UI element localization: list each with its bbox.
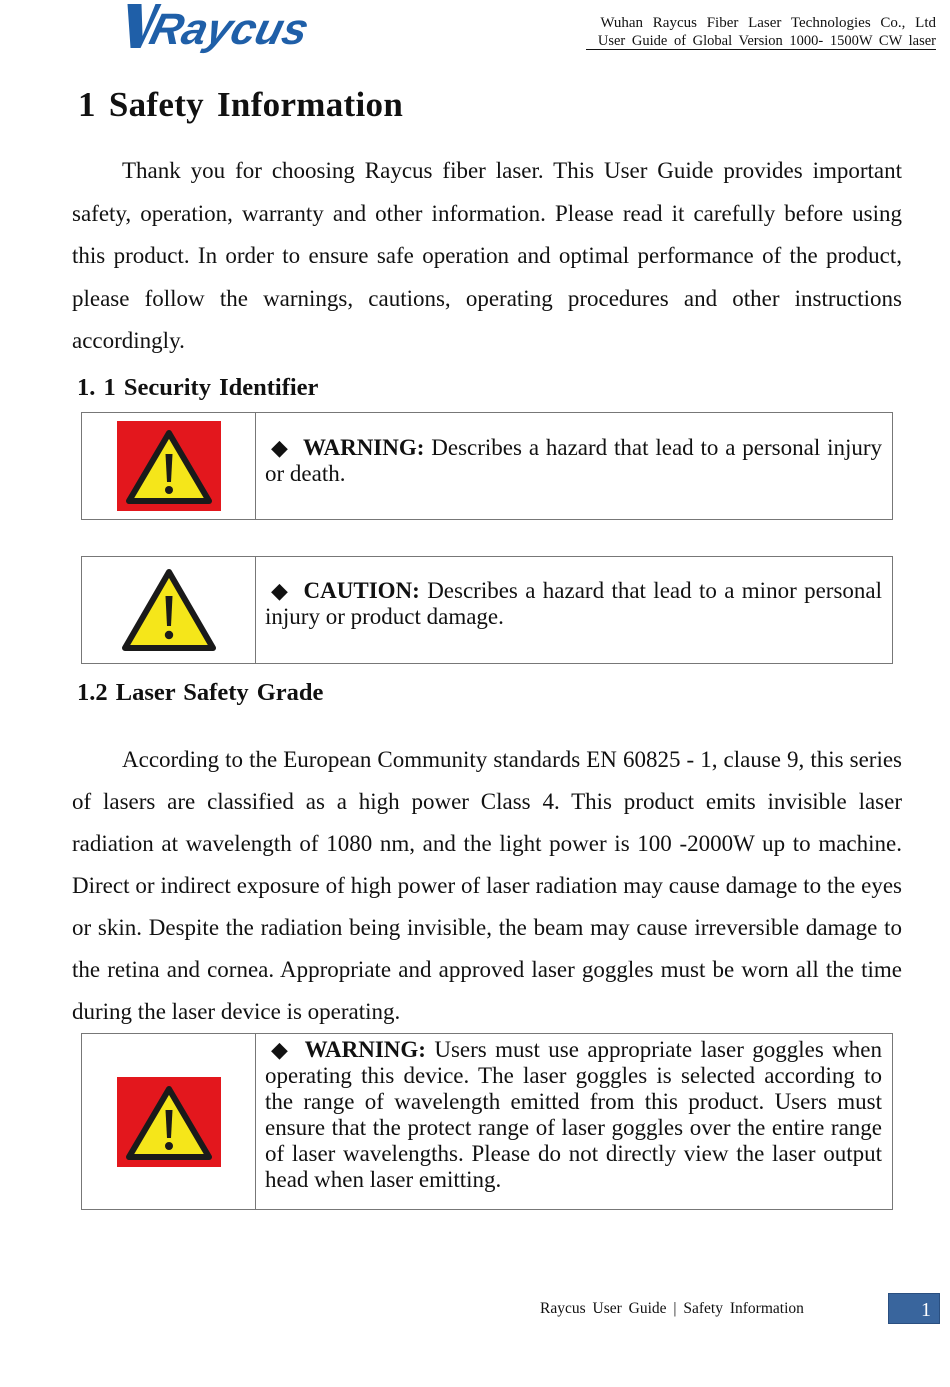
section-heading-security-identifier: 1. 1 Security Identifier xyxy=(77,374,319,401)
notice-icon-cell xyxy=(82,413,256,519)
raycus-logo xyxy=(118,2,320,54)
logo-text: Raycus xyxy=(145,5,314,54)
notice-keyword: CAUTION: xyxy=(303,578,420,603)
notice-icon-cell xyxy=(82,1034,256,1209)
header-company: Wuhan Raycus Fiber Laser Technologies Co., Ltd xyxy=(600,15,936,31)
notice-icon-cell xyxy=(82,557,256,663)
page-title: 1 Safety Information xyxy=(78,85,404,124)
diamond-bullet-icon: ◆ xyxy=(271,1037,291,1062)
intro-paragraph: Thank you for choosing Raycus fiber laser. This User Guide provides important safety, operation, warranty and other information. Please read it carefully before using this product. In order to ensure safe operation and optimal performance of the product, please follow the warnings, cautions, operating procedures and other instructions accordingly. xyxy=(72,158,902,353)
notice-text xyxy=(256,1034,892,1209)
caution-triangle-icon xyxy=(119,566,219,654)
warning-triangle-icon xyxy=(117,1077,221,1167)
section-heading-laser-safety-grade: 1.2 Laser Safety Grade xyxy=(77,679,324,706)
caution-notice xyxy=(81,556,893,664)
goggles-warning-notice xyxy=(81,1033,893,1210)
laser-safety-paragraph: According to the European Community standards EN 60825 - 1, clause 9, this series of lasers are classified as a high power Class 4. This product emits invisible laser radiation at wavelength of 1080 nm, and the light power is 100 -2000W up to machine. Direct or indirect exposure of high power of laser radiation may cause damage to the eyes or skin. Despite the radiation being invisible, the beam may cause irreversible damage to the retina and cornea. Appropriate and approved laser goggles must be worn all the time during the laser device is operating. xyxy=(72,747,902,1024)
warning-notice xyxy=(81,412,893,520)
notice-text xyxy=(256,413,892,519)
notice-description: Describes a hazard that lead to a minor personal injury or product damage. xyxy=(265,578,883,629)
header-guide-title: User Guide of Global Version 1000- 1500W CW laser xyxy=(586,33,936,50)
notice-description: Users must use appropriate laser goggles when operating this device. The laser goggles is selected according to the range of wavelength emitted from this product. Users must ensure that the protect range of laser goggles over the entire range of laser wavelengths. Please do not directly view the laser output head when laser emitting. xyxy=(265,1037,883,1192)
page-number-badge xyxy=(888,1293,940,1324)
footer-label: Raycus User Guide | Safety Information xyxy=(540,1300,804,1317)
notice-keyword: WARNING: xyxy=(304,1037,426,1062)
notice-text xyxy=(256,557,892,663)
warning-triangle-icon xyxy=(117,421,221,511)
diamond-bullet-icon: ◆ xyxy=(271,435,290,460)
notice-description: Describes a hazard that lead to a personal injury or death. xyxy=(265,435,883,486)
notice-keyword: WARNING: xyxy=(303,435,425,460)
page-number: 1 xyxy=(921,1299,931,1321)
diamond-bullet-icon: ◆ xyxy=(271,578,290,603)
